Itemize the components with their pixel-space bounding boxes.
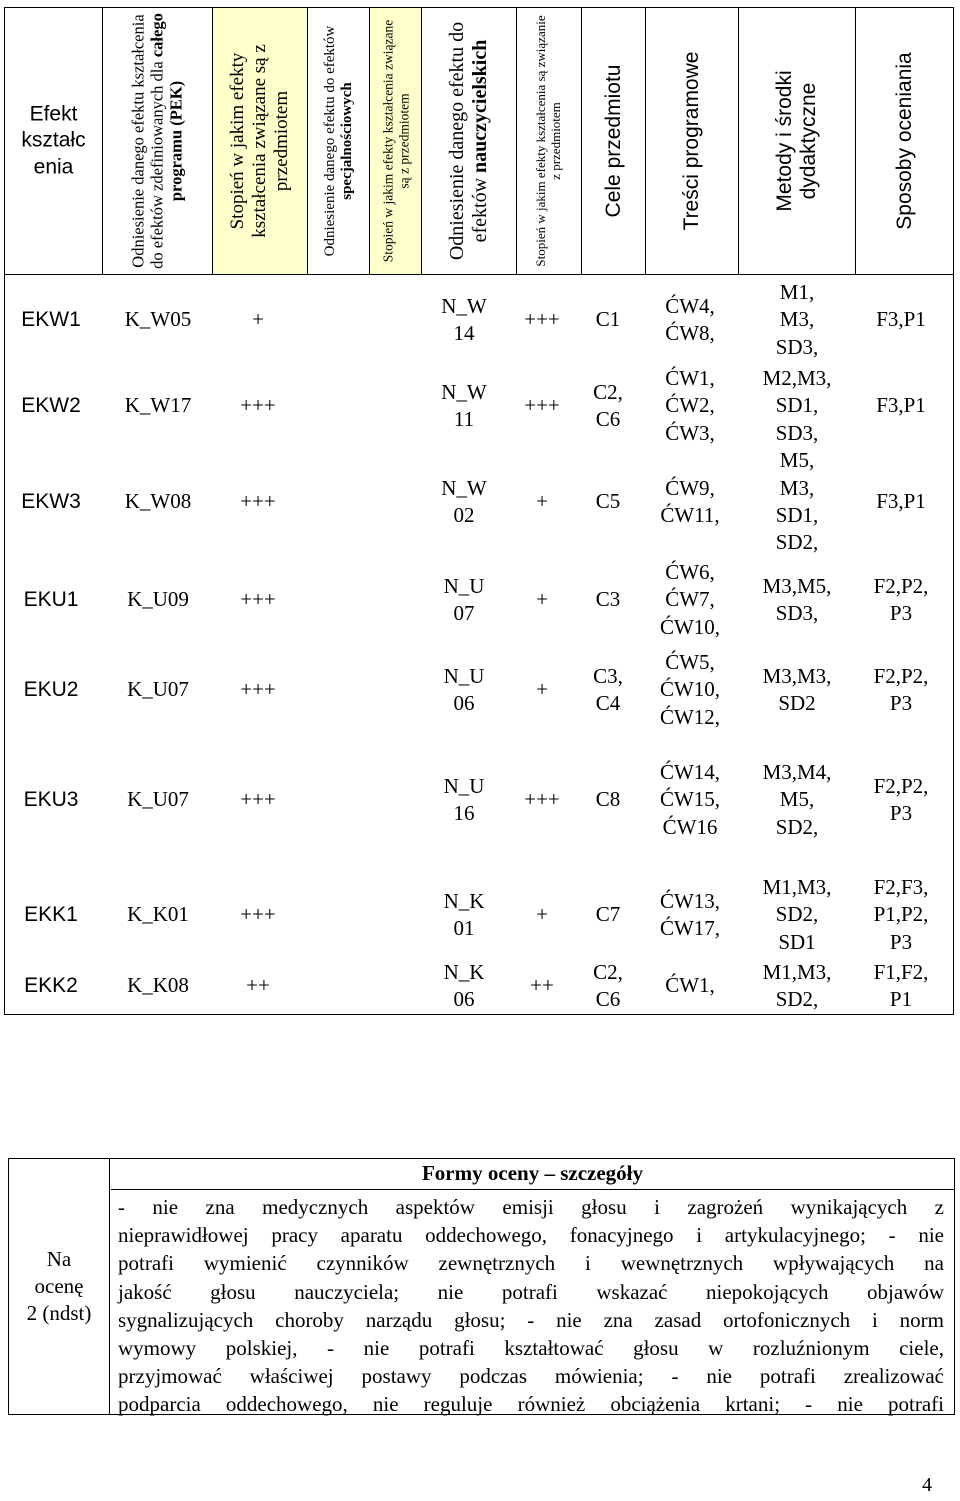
header-col-spec xyxy=(308,8,370,274)
cell-tresci: ĆW14, ĆW15, ĆW16 xyxy=(659,760,721,839)
header-tresci-label: Treści programowe xyxy=(679,51,703,231)
cell-deg: ++ xyxy=(246,973,270,998)
cell-naucz: N_W 11 xyxy=(441,379,487,431)
cell-naucz: N_K 06 xyxy=(443,959,485,1011)
header-degree-pek-label: Stopień w jakim efekty kształcenia związane są z przedmiotem xyxy=(227,44,292,238)
cell-effect: EKK1 xyxy=(24,903,78,927)
cell-metody: M1,M3, SD2, SD1 xyxy=(762,875,832,954)
cell-deg: +++ xyxy=(240,587,276,612)
cell-ocena: F2,P2, P3 xyxy=(873,663,929,715)
details-line: nieprawidłowej pracy aparatu oddechowego, fonacyjnego i artykulacyjnego; - nie xyxy=(118,1223,944,1248)
cell-pek: K_W08 xyxy=(124,489,192,514)
details-line: podparcia oddechowego, nie reguluje również obciążenia krtani; - nie potrafi xyxy=(118,1392,944,1417)
details-line: wymowy polskiej, - nie potrafi kształtować głosu w rozluźnionym ciele, xyxy=(118,1336,944,1360)
cell-deg2: +++ xyxy=(524,307,560,332)
cell-effect: EKW2 xyxy=(21,394,81,418)
cell-effect: EKU1 xyxy=(23,588,79,612)
details-line: przyjmować właściwej postawy podczas mówienia; - nie potrafi zrealizować xyxy=(118,1364,944,1389)
header-col-degree-pek xyxy=(213,8,308,274)
cell-metody: M3,M4, M5, SD2, xyxy=(762,760,832,839)
cell-pek: K_U07 xyxy=(127,787,189,812)
header-spec-label: Odniesienie danego efektu do efektów specjalnościowych xyxy=(321,25,355,257)
cell-ocena: F1,F2, P1 xyxy=(873,959,929,1011)
header-metody-label: Metody i środki dydaktyczne xyxy=(772,70,820,212)
cell-tresci: ĆW1, xyxy=(665,973,715,998)
header-degree-spec-label: Stopień w jakim efekty kształcenia związane są z przedmiotem xyxy=(379,19,411,263)
cell-ocena: F2,P2, P3 xyxy=(873,773,929,825)
header-degree-naucz-label: Stopień w jakim efekty kształcenia są związanie z przedmiotem xyxy=(533,15,563,267)
details-line: jakość głosu nauczyciela; nie potrafi wskazać niepokojących objawów xyxy=(118,1279,944,1304)
header-col-tresci xyxy=(646,8,739,274)
cell-cele: C5 xyxy=(595,489,621,514)
header-naucz-label: Odniesienie danego efektu do efektów nauczycielskich xyxy=(446,21,491,261)
cell-tresci: ĆW5, ĆW10, ĆW12, xyxy=(659,650,721,729)
cell-ocena: F3,P1 xyxy=(876,307,926,332)
grade-label-text: Na ocenę 2 (ndst) xyxy=(26,1246,92,1326)
cell-ocena: F3,P1 xyxy=(876,393,926,418)
header-ocena-label: Sposoby oceniania xyxy=(892,52,916,230)
cell-deg: +++ xyxy=(240,902,276,927)
cell-naucz: N_K 01 xyxy=(443,888,485,940)
cell-naucz: N_W 02 xyxy=(441,475,487,527)
cell-deg2: + xyxy=(536,677,548,702)
cell-tresci: ĆW9, ĆW11, xyxy=(660,475,720,527)
cell-cele: C8 xyxy=(595,787,621,812)
cell-deg: +++ xyxy=(240,489,276,514)
cell-pek: K_U07 xyxy=(127,677,189,702)
cell-tresci: ĆW4, ĆW8, xyxy=(665,293,715,345)
cell-pek: K_W17 xyxy=(124,393,192,418)
header-col-degree-spec xyxy=(370,8,422,274)
cell-metody: M5, M3, SD1, SD2, xyxy=(775,448,819,555)
cell-cele: C3, C4 xyxy=(593,663,623,715)
cell-ocena: F3,P1 xyxy=(876,489,926,514)
grade-label xyxy=(9,1159,110,1414)
cell-pek: K_U09 xyxy=(127,587,189,612)
cell-effect: EKU3 xyxy=(23,788,79,812)
cell-naucz: N_W 14 xyxy=(441,293,487,345)
cell-pek: K_W05 xyxy=(124,307,192,332)
details-title-divider xyxy=(111,1189,954,1190)
header-cele-label: Cele przedmiotu xyxy=(601,64,625,218)
cell-deg: + xyxy=(252,307,264,332)
cell-cele: C1 xyxy=(595,307,621,332)
details-title: Formy oceny – szczegóły xyxy=(421,1161,643,1185)
cell-tresci: ĆW1, ĆW2, ĆW3, xyxy=(665,366,715,445)
cell-deg2: ++ xyxy=(530,973,554,998)
cell-cele: C2, C6 xyxy=(593,959,623,1011)
header-col-degree-naucz xyxy=(517,8,582,274)
cell-metody: M1, M3, SD3, xyxy=(775,280,819,359)
header-col-naucz xyxy=(422,8,517,274)
cell-naucz: N_U 06 xyxy=(443,663,485,715)
header-col-ocena xyxy=(856,8,953,274)
cell-pek: K_K08 xyxy=(127,973,189,998)
cell-cele: C7 xyxy=(595,902,621,927)
cell-effect: EKK2 xyxy=(24,974,78,998)
details-line: potrafi wymienić czynników zewnętrznych i wewnętrznych wpływających na xyxy=(118,1251,944,1276)
header-pek-label: Odniesienie danego efektu kształcenia do efektów zdefiniowanych dla całego programu (PEK) xyxy=(128,13,185,269)
cell-cele: C3 xyxy=(595,587,621,612)
cell-naucz: N_U 07 xyxy=(443,573,485,625)
cell-tresci: ĆW6, ĆW7, ĆW10, xyxy=(659,560,721,639)
table-header xyxy=(4,7,954,275)
cell-tresci: ĆW13, ĆW17, xyxy=(659,888,721,940)
page-number: 4 xyxy=(922,1474,932,1496)
cell-deg2: + xyxy=(536,587,548,612)
cell-metody: M2,M3, SD1, SD3, xyxy=(762,366,832,445)
header-col-cele xyxy=(582,8,646,274)
details-line: - nie zna medycznych aspektów emisji głosu i zagrożeń wynikających z xyxy=(118,1195,944,1219)
cell-metody: M3,M5, SD3, xyxy=(762,573,832,625)
header-effect-label: Efekt kształc enia xyxy=(21,102,86,179)
cell-deg2: + xyxy=(536,489,548,514)
cell-ocena: F2,P2, P3 xyxy=(873,573,929,625)
cell-effect: EKW1 xyxy=(21,308,81,332)
cell-deg: +++ xyxy=(240,677,276,702)
header-col-effect xyxy=(5,8,103,274)
cell-effect: EKW3 xyxy=(21,490,81,514)
cell-deg: +++ xyxy=(240,787,276,812)
cell-effect: EKU2 xyxy=(23,678,79,702)
cell-deg2: +++ xyxy=(524,787,560,812)
cell-naucz: N_U 16 xyxy=(443,773,485,825)
cell-deg2: + xyxy=(536,902,548,927)
header-col-metody xyxy=(739,8,856,274)
cell-metody: M3,M3, SD2 xyxy=(762,663,832,715)
header-col-pek xyxy=(103,8,213,274)
cell-cele: C2, C6 xyxy=(593,379,623,431)
cell-ocena: F2,F3, P1,P2, P3 xyxy=(873,875,929,954)
cell-deg: +++ xyxy=(240,393,276,418)
cell-pek: K_K01 xyxy=(127,902,189,927)
details-line: sygnalizujących choroby narządu głosu; - nie zna zasad ortofonicznych i norm xyxy=(118,1307,944,1332)
cell-deg2: +++ xyxy=(524,393,560,418)
cell-metody: M1,M3, SD2, xyxy=(762,959,832,1011)
